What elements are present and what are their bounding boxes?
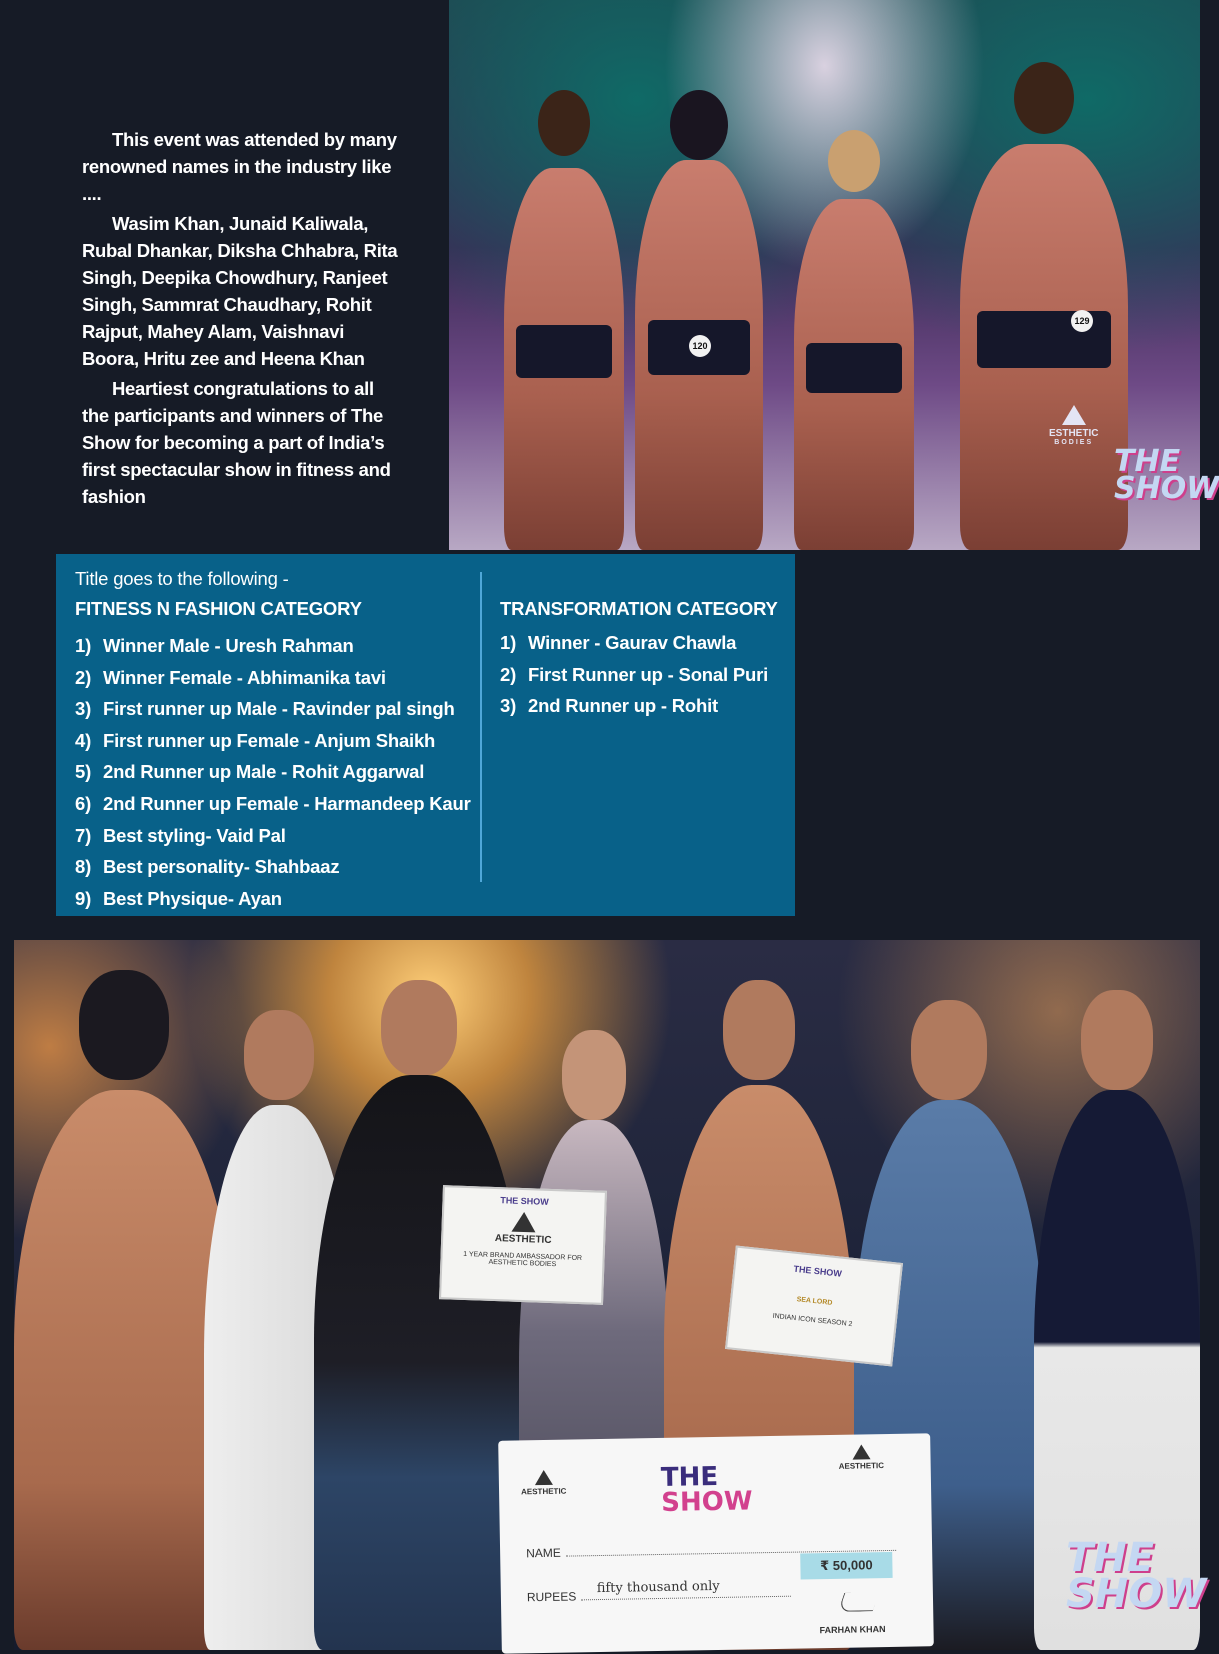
signature-icon [838, 1592, 880, 1612]
winner-text: 2nd Runner up Male - Rohit Aggarwal [103, 761, 425, 783]
results-intro: Title goes to the following - [75, 568, 289, 589]
winner-item [75, 851, 475, 883]
winner-number: 1) [75, 635, 92, 656]
contestant-badge: 129 [1071, 310, 1093, 332]
rupees-line [581, 1596, 791, 1601]
contestant-2 [619, 50, 779, 550]
winner-number: 3) [75, 698, 92, 720]
winner-text: Best personality- Shahbaaz [103, 856, 340, 878]
winner-text: First runner up Male - Ravinder pal singh [103, 698, 455, 720]
winner-number: 8) [75, 856, 92, 878]
winner-item [500, 627, 790, 659]
winner-text: Best styling- Vaid Pal [103, 824, 286, 846]
winner-text: 2nd Runner up - Rohit [528, 695, 719, 717]
the-show-logo: THE SHOW [1114, 444, 1219, 506]
winner-number: 4) [75, 729, 92, 751]
winner-item [75, 725, 475, 757]
category-title: FITNESS N FASHION CATEGORY [75, 598, 362, 619]
transformation-category [500, 594, 790, 722]
winner-number: 2) [500, 663, 517, 685]
winner-text: Winner - Gaurav Chawla [528, 632, 737, 653]
winner-item [500, 690, 790, 722]
contestant-3 [779, 100, 929, 550]
cheque-amount-words: fifty thousand only [596, 1578, 720, 1597]
winner-text: Best Physique- Ayan [103, 887, 282, 909]
cheque-show-logo: THE SHOW [660, 1461, 753, 1518]
fitness-winners-list [75, 630, 475, 914]
person-1 [14, 970, 234, 1650]
contestant-1 [489, 60, 639, 550]
triangle-icon [511, 1212, 536, 1233]
cheque-name-label: NAME [526, 1545, 561, 1561]
cheque-brand-left: AESTHETIC [521, 1470, 567, 1497]
prize-cheque [498, 1433, 934, 1654]
stage-photo [449, 0, 1219, 550]
triangle-icon [534, 1470, 552, 1485]
congratulations-text: Heartiest congratulations to all the participants and winners of The Show for becoming a part of India’s first spectacular show in fitness and fashion [82, 378, 391, 507]
winner-item [75, 630, 475, 662]
award-ceremony-photo [14, 940, 1207, 1650]
winner-number: 9) [75, 887, 92, 909]
attendee-names: Wasim Khan, Junaid Kaliwala, Rubal Dhankar, Diksha Chhabra, Rita Singh, Deepika Chowdhury, Ranjeet Singh, Sammrat Chaudhary, Rohit Rajput, Mahey Alam, Vaishnavi Boora, Hritu zee and Heena Khan [82, 213, 398, 369]
column-divider [480, 572, 482, 882]
indian-icon-card: THE SHOW SEA LORD INDIAN ICON SEASON 2 [725, 1246, 903, 1367]
winner-text: Winner Male - Uresh Rahman [103, 635, 354, 656]
cheque-signatory: FARHAN KHAN [819, 1624, 886, 1636]
corner-show-logo: THE SHOW [1066, 1535, 1207, 1617]
winner-number: 5) [75, 761, 92, 783]
person-3 [314, 980, 524, 1650]
winner-text: Winner Female - Abhimanika tavi [103, 666, 386, 688]
winner-item [75, 883, 475, 915]
cheque-rupees-label: RUPEES [526, 1589, 577, 1605]
results-panel [56, 554, 795, 916]
intro-line: This event was attended by many renowned names in the industry like .... [82, 129, 397, 204]
winner-text: 2nd Runner up Female - Harmandeep Kaur [103, 792, 471, 814]
winner-item [75, 788, 475, 820]
category-title: TRANSFORMATION CATEGORY [500, 598, 778, 619]
triangle-icon [852, 1444, 870, 1459]
winner-number: 7) [75, 824, 92, 846]
winner-item [75, 662, 475, 694]
winner-number: 2) [75, 666, 92, 688]
winner-item [75, 693, 475, 725]
aesthetic-bodies-logo: ESTHETIC BODIES [1049, 405, 1098, 446]
contestant-badge: 120 [689, 335, 711, 357]
cheque-brand-right: AESTHETIC [838, 1444, 884, 1471]
winner-item [75, 820, 475, 852]
winner-item [75, 756, 475, 788]
intro-text [82, 126, 402, 513]
winner-number: 3) [500, 695, 517, 717]
winner-text: First runner up Female - Anjum Shaikh [103, 729, 436, 751]
cheque-amount: ₹ 50,000 [800, 1552, 892, 1580]
winner-item [500, 659, 790, 691]
ambassador-card: THE SHOW AESTHETIC 1 YEAR BRAND AMBASSADOR FOR AESTHETIC BODIES [439, 1185, 607, 1305]
winner-number: 6) [75, 792, 92, 814]
winner-number: 1) [500, 632, 517, 653]
triangle-icon [1062, 405, 1086, 425]
fitness-category [75, 564, 475, 914]
winner-text: First Runner up - Sonal Puri [528, 663, 769, 685]
transformation-winners-list [500, 627, 790, 722]
